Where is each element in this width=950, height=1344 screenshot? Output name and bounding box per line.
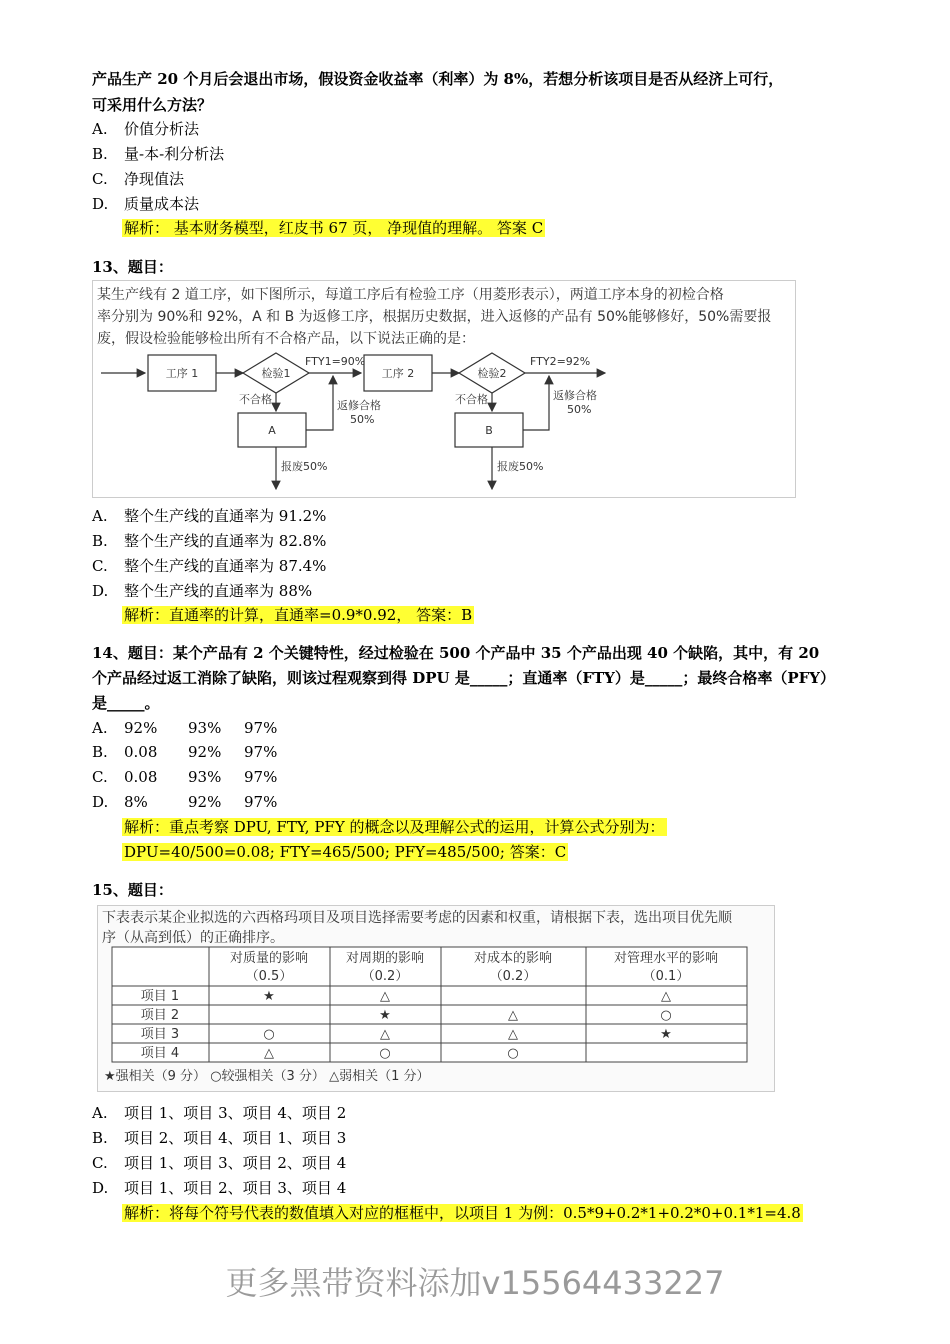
header-management: 对管理水平的影响 [613,951,719,966]
q13-heading: 13、题目： [92,258,173,276]
q13-option-c: C. 整个生产线的直通率为 87.4% [92,557,327,575]
q14-analysis-line1: 解析：重点考察 DPU, FTY, PFY 的概念以及理解公式的运用，计算公式分别为： [124,818,665,836]
row4-cell3: ○ [507,1046,519,1061]
row3-cell3: △ [508,1027,518,1042]
header-quality: 对质量的影响 [229,951,309,966]
reject2-label: 不合格 [455,393,488,406]
rework2-label-line1: 返修合格 [553,389,597,402]
header-management-weight: （0.1） [642,969,690,984]
q12-option-c: C. 净现值法 [92,170,185,188]
fty2-label: FTY2=92% [530,355,591,368]
row3-cell1: ○ [263,1027,275,1042]
check1-label: 检验1 [261,367,291,380]
rework1-arrow [306,376,333,430]
q14-analysis-line2: DPU=40/500=0.08; FTY=465/500; PFY=485/500; 答案：C [124,843,567,861]
q12-stem-line1: 产品生产 20 个月后会退出市场，假设资金收益率（利率）为 8%，若想分析该项目是否从经济上可行， [92,70,784,88]
q15-legend: ★强相关（9 分） ○较强相关（3 分） △弱相关（1 分） [104,1069,430,1084]
rework1-label-line2: 50% [350,413,375,426]
header-cycle: 对周期的影响 [345,951,425,966]
q12-option-a: A. 价值分析法 [92,120,200,138]
q14-option-a: A. 92% 93% 97% [92,719,278,737]
check2-label: 检验2 [477,367,507,380]
repair-a-label: A [268,424,276,437]
q12-analysis: 解析： 基本财务模型，红皮书 67 页， 净现值的理解。 答案 C [124,219,544,237]
row1-cell4: △ [661,989,671,1004]
q13-figure-caption-line2: 率分别为 90%和 92%，A 和 B 为返修工序，根据历史数据，进入返修的产品有 50%能够修好，50%需要报 [97,309,772,325]
row2-name: 项目 2 [140,1008,180,1023]
q15-analysis: 解析：将每个符号代表的数值填入对应的框框中，以项目 1 为例：0.5*9+0.2*1+0.2*0+0.1*1=4.8 [124,1204,801,1222]
row4-cell2: ○ [379,1046,391,1061]
row4-name: 项目 4 [140,1046,180,1061]
row3-cell2: △ [380,1027,390,1042]
row3-name: 项目 3 [140,1027,180,1042]
header-cost: 对成本的影响 [473,951,553,966]
q14-stem-line3: 是_____。 [92,694,160,712]
row2-cell3: △ [508,1008,518,1023]
q12-option-b: B. 量-本-利分析法 [92,145,225,163]
q14-stem-line1: 14、题目：某个产品有 2 个关键特性，经过检验在 500 个产品中 35 个产品出现 40 个缺陷，其中，有 20 [92,644,820,662]
q14-stem-line2: 个产品经过返工消除了缺陷，则该过程观察到得 DPU 是_____；直通率（FTY）是_____；最终合格率（PFY） [92,669,835,687]
scrap1-label: 报废50% [281,460,328,473]
q13-analysis: 解析：直通率的计算，直通率=0.9*0.92， 答案：B [124,606,473,624]
scrap2-label: 报废50% [497,460,544,473]
q13-figure-caption-line3: 废，假设检验能够检出所有不合格产品，以下说法正确的是： [97,331,475,347]
q13-flow-diagram [93,281,795,497]
q12-stem-line2: 可采用什么方法？ [92,96,213,114]
process2-label: 工序 2 [381,367,415,380]
q13-figure [92,280,796,498]
q15-option-d: D. 项目 1、项目 2、项目 3、项目 4 [92,1179,347,1197]
fty1-label: FTY1=90% [305,355,366,368]
header-cost-weight: （0.2） [489,969,537,984]
row1-cell2: △ [380,989,390,1004]
row4-cell1: △ [264,1046,274,1061]
q15-option-a: A. 项目 1、项目 3、项目 4、项目 2 [92,1104,347,1122]
q15-option-b: B. 项目 2、项目 4、项目 1、项目 3 [92,1129,347,1147]
q12-option-d: D. 质量成本法 [92,195,200,213]
q13-option-b: B. 整个生产线的直通率为 82.8% [92,532,327,550]
row3-cell4: ★ [660,1027,672,1042]
watermark-text: 更多黑带资料添加v15564433227 [225,1264,725,1302]
header-quality-weight: （0.5） [245,969,293,984]
q15-figure-caption-line1: 下表表示某企业拟选的六西格玛项目及项目选择需要考虑的因素和权重，请根据下表，选出项目优先顺 [102,910,732,926]
q14-option-c: C. 0.08 93% 97% [92,768,278,786]
q13-option-d: D. 整个生产线的直通率为 88% [92,582,313,600]
q15-weight-table [98,906,774,1091]
q14-option-d: D. 8% 92% 97% [92,793,278,811]
q13-option-a: A. 整个生产线的直通率为 91.2% [92,507,327,525]
process1-label: 工序 1 [165,367,199,380]
q14-option-b: B. 0.08 92% 97% [92,743,278,761]
repair-b-label: B [485,424,493,437]
rework2-label-line2: 50% [567,403,592,416]
row1-cell1: ★ [263,989,275,1004]
q15-figure-caption-line2: 序（从高到低）的正确排序。 [102,930,284,946]
q15-option-c: C. 项目 1、项目 3、项目 2、项目 4 [92,1154,347,1172]
rework1-label-line1: 返修合格 [337,399,381,412]
q15-heading: 15、题目： [92,881,173,899]
rework2-arrow [523,376,549,430]
row2-cell4: ○ [660,1008,672,1023]
q13-figure-caption-line1: 某生产线有 2 道工序，如下图所示，每道工序后有检验工序（用菱形表示），两道工序本身的初检合格 [97,287,724,303]
row1-name: 项目 1 [140,989,180,1004]
row2-cell2: ★ [379,1008,391,1023]
header-cycle-weight: （0.2） [361,969,409,984]
reject1-label: 不合格 [239,393,272,406]
q15-figure [97,905,775,1092]
